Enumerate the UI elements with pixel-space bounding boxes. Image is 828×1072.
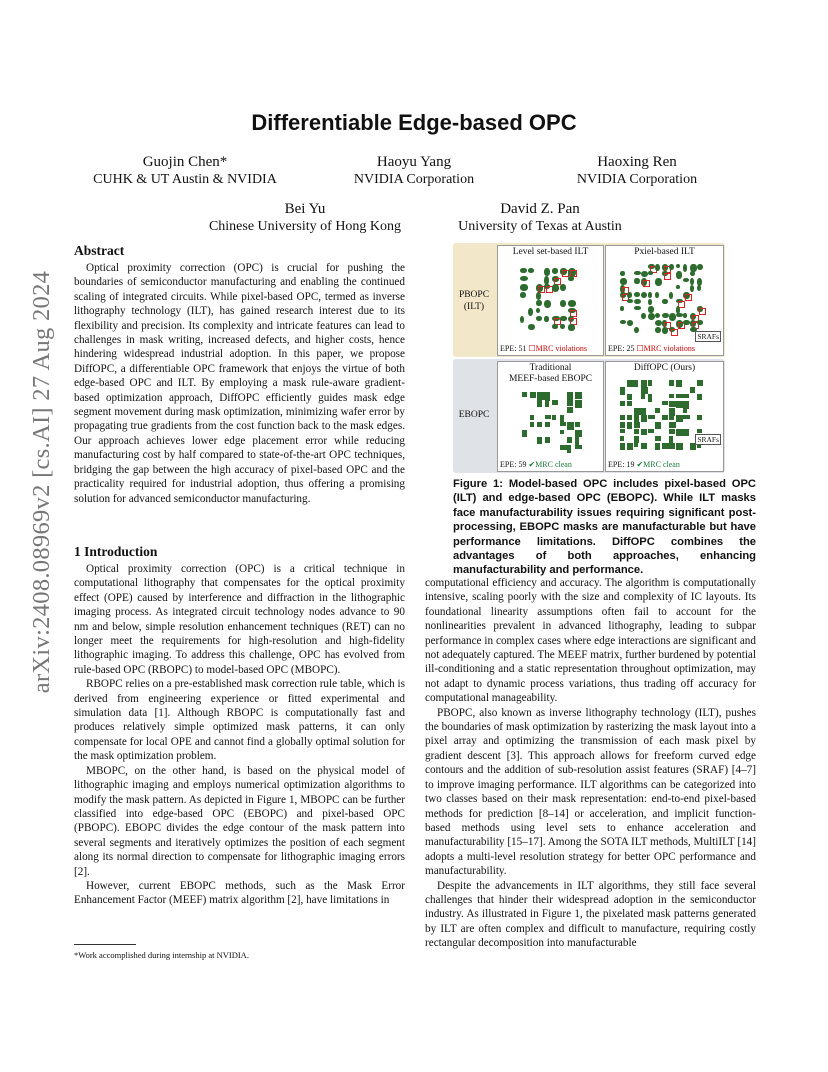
mask-shape: [634, 380, 638, 387]
mask-shape: [648, 380, 652, 386]
mask-shape: [522, 430, 527, 438]
mask-shape: [683, 408, 687, 413]
mask-shape: [669, 401, 676, 407]
mask-shape: [655, 327, 661, 333]
mask-shape: [655, 264, 660, 271]
mask-shape: [669, 429, 675, 434]
mask-shape: [634, 443, 638, 447]
author-block: [190, 200, 420, 236]
intro-body: [74, 562, 405, 908]
mask-shape: [655, 422, 661, 429]
footnote-rule: [74, 944, 136, 945]
sraf-label: SRAFs: [697, 332, 719, 341]
mask-shape: [683, 278, 689, 282]
mask-shape: [575, 392, 583, 399]
panel-level-set-ilt: [497, 245, 604, 356]
mask-shape: [697, 429, 702, 433]
mask-shape: [690, 387, 695, 393]
mask-shape: [662, 415, 668, 420]
mask-pattern: [520, 268, 582, 334]
mask-shape: [669, 415, 674, 420]
mask-shape: [697, 264, 703, 270]
paper-title: Differentiable Edge-based OPC: [251, 110, 577, 135]
mask-shape: [575, 422, 580, 427]
mask-shape: [520, 276, 528, 281]
mask-shape: [676, 380, 682, 387]
mask-shape: [690, 271, 695, 276]
figure-1: [453, 243, 725, 473]
mask-shape: [520, 316, 524, 323]
mask-shape: [544, 316, 549, 322]
mask-shape: [560, 415, 564, 422]
mask-shape: [567, 400, 573, 406]
mask-shape: [669, 443, 675, 449]
author-name: Haoxing Ren: [597, 154, 677, 170]
mask-shape: [528, 268, 534, 273]
mask-shape: [648, 271, 653, 275]
paragraph: computational efficiency and accuracy. The algorithm is computationally intensive, scaling poorly with the size and complexity of IC layouts. Its foundational linearity assumptions often fail to account for the nonlinearities prevalent in advanced lithography, leading to subpar performance in complex cases where edge interactions are significant and not adequately captured. The MEEF matrix, further burdened by potential ill-conditioning and a static representation throughout optimization, may not adapt to dynamic process variations, thus trading off accuracy for computational manageability.: [425, 577, 756, 705]
mask-shape: [648, 292, 652, 298]
paragraph: MBOPC, on the other hand, is based on the physical model of lithographic imaging and employs numerical optimization algorithms to modify the mask pattern. As depicted in Figure 1, MBOPC can be further classified into edge-based OPC (EBOPC) and pixel-based OPC (PBOPC). EBOPC divides the edge contour of the mask pattern into several segments and iteratively optimizes the position of each segment along its normal direction to compensate for lithographic imaging errors [2].: [74, 764, 405, 878]
author-block: [425, 200, 655, 236]
section-heading-introduction: 1 Introduction: [74, 544, 158, 559]
mask-shape: [655, 292, 659, 298]
mask-shape: [520, 284, 528, 291]
mask-shape: [634, 271, 641, 275]
mask-shape: [655, 313, 660, 318]
mask-shape: [567, 445, 571, 453]
mask-shape: [655, 278, 662, 286]
author-block: [542, 153, 732, 189]
mask-shape: [662, 401, 668, 405]
author-block: [90, 153, 280, 189]
mask-shape: [620, 387, 625, 395]
mask-shape: [620, 443, 625, 450]
mask-shape: [552, 415, 556, 420]
mask-shape: [683, 429, 689, 436]
mask-shape: [560, 316, 567, 321]
mask-shape: [641, 292, 647, 298]
mask-shape: [648, 429, 654, 433]
mask-shape: [634, 327, 639, 333]
mask-shape: [560, 430, 564, 435]
author-block: [319, 153, 509, 189]
mask-shape: [544, 268, 550, 276]
mask-shape: [620, 306, 624, 311]
mask-shape: [683, 415, 690, 419]
mask-shape: [697, 285, 701, 291]
mask-shape: [662, 313, 669, 318]
mask-shape: [676, 443, 683, 450]
mask-shape: [620, 415, 625, 420]
mask-shape: [627, 380, 634, 387]
mask-shape: [552, 324, 558, 329]
abstract-heading: Abstract: [74, 243, 125, 258]
author-name: David Z. Pan: [500, 201, 580, 217]
mask-shape: [641, 394, 645, 399]
mask-shape: [655, 443, 660, 450]
mask-shape: [634, 306, 641, 310]
mask-shape: [627, 292, 632, 298]
mask-shape: [552, 268, 558, 274]
mask-shape: [560, 300, 566, 307]
mask-shape: [697, 394, 702, 400]
mask-shape: [641, 443, 647, 449]
mask-shape: [620, 429, 625, 433]
figure-caption: Figure 1: Model-based OPC includes pixel-based OPC (ILT) and edge-based OPC (EBOPC). While ILT masks face manufacturability issues requiring significant post-processing, EBOPC masks are manufacturable but have performance limitations. DiffOPC combines the advantages of both approaches, enhancing manufacturability and performance.: [453, 478, 756, 577]
mrc-violation-marker: [671, 329, 678, 336]
mask-shape: [697, 415, 702, 420]
mask-shape: [627, 299, 633, 303]
mask-shape: [683, 313, 687, 318]
mask-shape: [537, 400, 542, 407]
mask-shape: [683, 394, 689, 398]
mask-shape: [634, 278, 640, 284]
mask-shape: [676, 285, 680, 289]
mask-shape: [620, 401, 625, 406]
mask-shape: [669, 422, 676, 428]
mrc-violation-marker: [685, 294, 692, 301]
author-name: Haoyu Yang: [376, 154, 452, 170]
mask-shape: [560, 284, 566, 291]
mask-shape: [522, 392, 527, 397]
mask-shape: [662, 443, 669, 449]
panel-title: Pxiel-based ILT: [634, 247, 695, 257]
mask-shape: [560, 324, 565, 329]
paragraph: However, current EBOPC methods, such as the Mask Error Enhancement Factor (MEEF) matrix algorithm [2], have limitations in: [74, 879, 405, 907]
mask-shape: [575, 445, 583, 449]
mask-shape: [662, 299, 668, 304]
mask-shape: [634, 292, 640, 297]
author-affiliation: Chinese University of Hong Kong: [208, 219, 402, 234]
mask-shape: [690, 278, 694, 285]
panel-meef-ebopc: [497, 361, 604, 472]
mask-shape: [620, 422, 625, 428]
author-affiliation: NVIDIA Corporation: [353, 172, 475, 187]
panel-pixel-based-ilt: [605, 245, 724, 356]
mask-pattern: [620, 264, 708, 338]
mask-shape: [634, 429, 639, 434]
mask-shape: [568, 300, 576, 307]
mask-shape: [669, 380, 674, 386]
mask-shape: [528, 308, 533, 316]
mask-shape: [560, 445, 567, 450]
mask-shape: [520, 268, 527, 273]
sraf-label: SRAFs: [697, 435, 719, 444]
mask-shape: [545, 400, 550, 408]
panel-title: Level set-based ILT: [512, 247, 589, 257]
mask-shape: [627, 320, 633, 326]
panel-diffopc: [605, 361, 724, 472]
panel-metrics: EPE: 19 ✔MRC clean: [608, 460, 680, 469]
mask-shape: [648, 415, 655, 419]
mask-shape: [567, 437, 572, 443]
mask-shape: [520, 292, 526, 298]
mask-shape: [536, 316, 542, 321]
mask-shape: [620, 436, 624, 441]
mask-shape: [627, 394, 632, 400]
mask-shape: [575, 430, 583, 438]
arxiv-identifier: arXiv:2408.08969v2 [cs.AI] 27 Aug 2024: [28, 270, 55, 694]
mask-shape: [560, 422, 566, 426]
paragraph: Despite the advancements in ILT algorithms, they still face several challenges that hinder their widespread adoption in the semiconductor industry. As illustrated in Figure 1, the pixelated mask patterns generated by ILT are often complex and difficult to manufacture, requiring costly rectangular decomposition into manufacturable: [425, 879, 756, 950]
row-label-ebopc: EBOPC: [458, 410, 490, 420]
mask-shape: [669, 264, 674, 270]
mask-pattern: [522, 392, 582, 452]
mask-shape: [545, 422, 550, 427]
panel-metrics: EPE: 59 ✔MRC clean: [500, 460, 572, 469]
footnote: *Work accomplished during internship at NVIDIA.: [74, 950, 249, 960]
mask-shape: [641, 429, 647, 435]
mask-shape: [568, 276, 574, 281]
mask-shape: [641, 415, 647, 422]
abstract-paragraph: Optical proximity correction (OPC) is crucial for pushing the boundaries of semiconductor manufacturing and enabling the continued scaling of integrated circuits. While pixel-based OPC, termed as inverse lithography technology (ILT), has gained research interest due to its flexibility and precision. Its complexity and intricate features can lead to challenges in mask writing, increased defects, and higher costs, hence hindering widespread industrial adoption. In this paper, we propose DiffOPC, a differentiable OPC framework that enjoys the virtue of both edge-based OPC and ILT. By employing a mask rule-aware gradient-based optimization approach, DiffOPC efficiently guides mask edge segment movement during mask optimization, minimizing wafer error by propagating true gradients from the cost function back to the mask edges. Our approach achieves lower edge placement error while reducing manufacturing cost by half compared to state-of-the-art OPC techniques, bridging the gap between the high accuracy of pixel-based OPC and the practicality required for industrial adoption, thus offering a promising solution for advanced semiconductor manufacturing.: [74, 262, 405, 505]
mask-shape: [575, 400, 582, 408]
mask-shape: [669, 394, 674, 398]
mask-shape: [697, 320, 703, 325]
mrc-violation-marker: [664, 273, 671, 280]
mask-shape: [676, 394, 683, 398]
mask-shape: [627, 422, 632, 429]
mask-shape: [683, 264, 687, 272]
mask-shape: [627, 443, 633, 450]
mask-shape: [530, 422, 535, 427]
mask-shape: [641, 313, 646, 319]
mask-shape: [567, 422, 574, 430]
mask-shape: [676, 429, 683, 436]
right-column-body: [425, 576, 756, 951]
mask-shape: [620, 271, 625, 276]
paragraph: RBOPC relies on a pre-established mask correction rule table, which is derived from engineering experience or fitted experimental and simulation data [1]. Although RBOPC is computationally fast and produces relatively simple optimized mask patterns, it can only compensate for local OPE and cannot find a globally optimal solution for the mask optimization problem.: [74, 678, 405, 763]
author-affiliation: CUHK & UT Austin & NVIDIA: [93, 172, 277, 187]
mask-shape: [634, 422, 640, 428]
author-affiliation: NVIDIA Corporation: [576, 172, 698, 187]
mrc-violation-marker: [699, 308, 706, 315]
panel-title: Traditional MEEF-based EBOPC: [508, 363, 593, 384]
mask-shape: [530, 415, 535, 421]
paragraph: Optical proximity correction (OPC) is a critical technique in computational lithography that compensates for the optical proximity effect (OPE) caused by interference and diffraction in the lithographic imaging process. As integrated circuit technology nodes advance to 90 nm and below, simple resolution enhancement techniques (RET) can no longer meet the requirements for high-resolution and high-fidelity lithographic imaging. To address this challenge, OPC has evolved from rule-based OPC (RBOPC) to model-based OPC (MBOPC).: [74, 563, 405, 676]
mask-shape: [627, 401, 632, 406]
panel-title: DiffOPC (Ours): [633, 363, 696, 373]
row-label-pbopc: PBOPC (ILT): [458, 290, 490, 312]
mask-shape: [552, 284, 559, 292]
panel-metrics: EPE: 25 ☐MRC violations: [608, 344, 695, 353]
mask-shape: [648, 394, 652, 402]
mask-shape: [662, 327, 668, 334]
mask-shape: [537, 437, 542, 444]
author-affiliation: University of Texas at Austin: [458, 219, 622, 234]
mask-shape: [648, 306, 654, 313]
mask-shape: [536, 292, 541, 300]
mask-shape: [552, 400, 558, 405]
mask-shape: [567, 407, 573, 413]
mask-shape: [648, 299, 652, 305]
mask-shape: [545, 437, 551, 443]
mask-shape: [690, 285, 694, 292]
mask-shape: [545, 415, 552, 420]
mask-shape: [536, 308, 540, 313]
mask-shape: [676, 264, 680, 268]
paragraph: PBOPC, also known as inverse lithography technology (ILT), pushes the boundaries of mask optimization by rasterizing the mask layout into a pixel array and optimizing the transmission of each mask pixel by gradient descent [3]. This approach allows for freeform curved edge contours and the addition of sub-resolution assist features (SRAF) [4–7] to improve imaging performance. ILT algorithms can be categorized into two classes based on their mask representation: end-to-end pixel-based methods for prediction [8–14] or acceleration, and implicit function-based methods using level sets to enhance acceleration and manufacturability [15–17]. Among the SOTA ILT methods, MultiILT [14] adopts a multi-level resolution strategy for better OPC performance and manufacturability.: [425, 706, 756, 878]
mask-shape: [669, 292, 673, 299]
mask-shape: [627, 415, 632, 420]
abstract-body: [74, 261, 405, 506]
mrc-violation-marker: [643, 280, 650, 287]
mask-shape: [683, 320, 690, 325]
mask-shape: [568, 324, 575, 331]
panel-metrics: EPE: 51 ☐MRC violations: [500, 344, 587, 353]
mask-shape: [634, 299, 641, 304]
mask-shape: [697, 380, 703, 386]
author-name: Bei Yu: [284, 201, 326, 217]
mask-shape: [676, 271, 682, 279]
mask-shape: [536, 300, 542, 306]
mask-shape: [655, 408, 660, 413]
mask-shape: [655, 436, 661, 441]
mask-shape: [676, 313, 683, 317]
mask-shape: [620, 278, 627, 285]
mask-shape: [620, 320, 626, 324]
mask-shape: [528, 324, 535, 330]
mask-shape: [641, 271, 648, 277]
author-name: Guojin Chen*: [142, 154, 228, 170]
mask-shape: [530, 392, 537, 398]
mask-shape: [641, 387, 648, 394]
mask-shape: [544, 300, 551, 308]
mask-shape: [537, 422, 542, 427]
